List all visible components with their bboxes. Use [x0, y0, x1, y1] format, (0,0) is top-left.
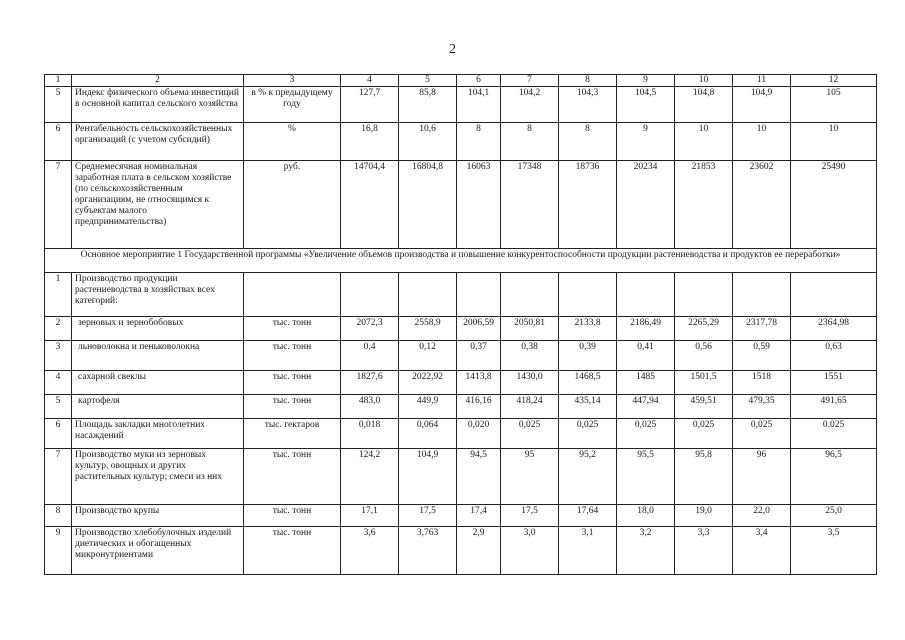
- value-cell: 104,2: [501, 87, 559, 123]
- value-cell: 0,63: [791, 341, 877, 371]
- value-cell: 491,65: [791, 395, 877, 419]
- row-number: 5: [45, 87, 72, 123]
- value-cell: 16804,8: [399, 161, 457, 249]
- value-cell: 8: [457, 123, 501, 161]
- value-cell: 0,37: [457, 341, 501, 371]
- value-cell: 104,1: [457, 87, 501, 123]
- value-cell: [399, 273, 457, 317]
- value-cell: 0,018: [341, 419, 399, 449]
- unit-cell: тыс. гектаров: [244, 419, 341, 449]
- value-cell: 479,35: [733, 395, 791, 419]
- value-cell: 95,5: [617, 449, 675, 505]
- value-cell: 17348: [501, 161, 559, 249]
- value-cell: 10: [791, 123, 877, 161]
- value-cell: 2,9: [457, 527, 501, 575]
- row-number: 1: [45, 273, 72, 317]
- indicator-name: Производство муки из зерновых культур, овощных и других растительных культур; смеси из них: [72, 449, 244, 505]
- unit-cell: руб.: [244, 161, 341, 249]
- value-cell: 95,2: [559, 449, 617, 505]
- value-cell: 95: [501, 449, 559, 505]
- value-cell: [457, 273, 501, 317]
- table-row: [45, 317, 877, 341]
- row-number: 7: [45, 161, 72, 249]
- indicator-name: Среднемесячная номинальная заработная плата в сельском хозяйстве (по сельскохозяйственным организациям, не относящимся к субъектам малого предпринимательства): [72, 161, 244, 249]
- value-cell: 483,0: [341, 395, 399, 419]
- indicator-name: Рентабельность сельскохозяйственных организаций (с учетом субсидий): [72, 123, 244, 161]
- header-cell: 7: [501, 75, 559, 87]
- section-title: Основное мероприятие 1 Государственной программы «Увеличение объемов производства и повышение конкурентоспособности продукции растениеводства и продуктов ее переработки»: [45, 249, 877, 273]
- header-cell: 3: [244, 75, 341, 87]
- row-number: 2: [45, 317, 72, 341]
- value-cell: 1485: [617, 371, 675, 395]
- value-cell: 1430,0: [501, 371, 559, 395]
- indicators-table: [44, 74, 877, 575]
- row-number: 8: [45, 505, 72, 527]
- value-cell: 0,025: [675, 419, 733, 449]
- page-number: 2: [449, 42, 456, 57]
- unit-cell: тыс. тонн: [244, 449, 341, 505]
- row-number: 6: [45, 123, 72, 161]
- row-number: 7: [45, 449, 72, 505]
- value-cell: 17,5: [501, 505, 559, 527]
- value-cell: 104,8: [675, 87, 733, 123]
- value-cell: 435,14: [559, 395, 617, 419]
- indicator-name: Индекс физического объема инвестиций в основной капитал сельского хозяйства: [72, 87, 244, 123]
- value-cell: [733, 273, 791, 317]
- unit-cell: тыс. тонн: [244, 505, 341, 527]
- value-cell: 23602: [733, 161, 791, 249]
- value-cell: 1827,6: [341, 371, 399, 395]
- value-cell: 0,025: [733, 419, 791, 449]
- header-cell: 4: [341, 75, 399, 87]
- value-cell: 124,2: [341, 449, 399, 505]
- value-cell: 0,4: [341, 341, 399, 371]
- value-cell: 2050,81: [501, 317, 559, 341]
- value-cell: 20234: [617, 161, 675, 249]
- value-cell: 8: [559, 123, 617, 161]
- value-cell: 17,1: [341, 505, 399, 527]
- row-number: 9: [45, 527, 72, 575]
- value-cell: 17,4: [457, 505, 501, 527]
- value-cell: 2133,8: [559, 317, 617, 341]
- value-cell: 104,3: [559, 87, 617, 123]
- value-cell: 2186,49: [617, 317, 675, 341]
- value-cell: [675, 273, 733, 317]
- table-row: [45, 161, 877, 249]
- value-cell: [791, 273, 877, 317]
- value-cell: 3,6: [341, 527, 399, 575]
- table-row: [45, 123, 877, 161]
- value-cell: 21853: [675, 161, 733, 249]
- value-cell: 459,51: [675, 395, 733, 419]
- row-number: 6: [45, 419, 72, 449]
- table-row: [45, 371, 877, 395]
- header-row: [45, 75, 877, 87]
- table-row: [45, 395, 877, 419]
- value-cell: 0,59: [733, 341, 791, 371]
- value-cell: 17,5: [399, 505, 457, 527]
- indicator-name: зерновых и зернобобовых: [72, 317, 244, 341]
- value-cell: 104,9: [733, 87, 791, 123]
- value-cell: 8: [501, 123, 559, 161]
- unit-cell: %: [244, 123, 341, 161]
- unit-cell: тыс. тонн: [244, 341, 341, 371]
- row-number: 5: [45, 395, 72, 419]
- value-cell: 2558,9: [399, 317, 457, 341]
- value-cell: 416,16: [457, 395, 501, 419]
- indicator-name: льноволокна и пеньковолокна: [72, 341, 244, 371]
- value-cell: 0,39: [559, 341, 617, 371]
- value-cell: 1518: [733, 371, 791, 395]
- indicator-name: картофеля: [72, 395, 244, 419]
- value-cell: 3,5: [791, 527, 877, 575]
- table-row: [45, 419, 877, 449]
- value-cell: 3,3: [675, 527, 733, 575]
- header-cell: 1: [45, 75, 72, 87]
- value-cell: 85,8: [399, 87, 457, 123]
- value-cell: 16,8: [341, 123, 399, 161]
- unit-cell: в % к предыдущему году: [244, 87, 341, 123]
- indicator-name: Производство крупы: [72, 505, 244, 527]
- value-cell: 449,9: [399, 395, 457, 419]
- value-cell: 1413,8: [457, 371, 501, 395]
- unit-cell: тыс. тонн: [244, 371, 341, 395]
- value-cell: 3,4: [733, 527, 791, 575]
- value-cell: 0,41: [617, 341, 675, 371]
- value-cell: 2022,92: [399, 371, 457, 395]
- value-cell: 0,064: [399, 419, 457, 449]
- header-cell: 6: [457, 75, 501, 87]
- value-cell: 14704,4: [341, 161, 399, 249]
- value-cell: 1501,5: [675, 371, 733, 395]
- value-cell: [559, 273, 617, 317]
- value-cell: 127,7: [341, 87, 399, 123]
- value-cell: 0,56: [675, 341, 733, 371]
- value-cell: 0,025: [617, 419, 675, 449]
- header-cell: 5: [399, 75, 457, 87]
- value-cell: 105: [791, 87, 877, 123]
- value-cell: 2265,29: [675, 317, 733, 341]
- value-cell: 1551: [791, 371, 877, 395]
- value-cell: 2317,78: [733, 317, 791, 341]
- header-cell: 11: [733, 75, 791, 87]
- row-number: 4: [45, 371, 72, 395]
- value-cell: 10,6: [399, 123, 457, 161]
- value-cell: 2006,59: [457, 317, 501, 341]
- unit-cell: тыс. тонн: [244, 527, 341, 575]
- table-row: [45, 505, 877, 527]
- value-cell: 0,025: [559, 419, 617, 449]
- value-cell: 1468,5: [559, 371, 617, 395]
- value-cell: 25490: [791, 161, 877, 249]
- value-cell: 10: [675, 123, 733, 161]
- value-cell: 16063: [457, 161, 501, 249]
- value-cell: 2364,98: [791, 317, 877, 341]
- value-cell: 9: [617, 123, 675, 161]
- unit-cell: тыс. тонн: [244, 317, 341, 341]
- unit-cell: [244, 273, 341, 317]
- section-row: [45, 249, 877, 273]
- table-row: [45, 273, 877, 317]
- header-cell: 9: [617, 75, 675, 87]
- value-cell: 0,025: [501, 419, 559, 449]
- value-cell: 19,0: [675, 505, 733, 527]
- header-cell: 10: [675, 75, 733, 87]
- table-row: [45, 87, 877, 123]
- table-row: [45, 449, 877, 505]
- indicator-name: сахарной свеклы: [72, 371, 244, 395]
- value-cell: 3,0: [501, 527, 559, 575]
- value-cell: 25,0: [791, 505, 877, 527]
- value-cell: [501, 273, 559, 317]
- value-cell: 104,5: [617, 87, 675, 123]
- table-row: [45, 527, 877, 575]
- value-cell: 22,0: [733, 505, 791, 527]
- value-cell: 17,64: [559, 505, 617, 527]
- value-cell: 94,5: [457, 449, 501, 505]
- value-cell: 104,9: [399, 449, 457, 505]
- table-row: [45, 341, 877, 371]
- indicator-name: Площадь закладки многолетних насаждений: [72, 419, 244, 449]
- value-cell: 3,2: [617, 527, 675, 575]
- value-cell: 0,38: [501, 341, 559, 371]
- value-cell: [341, 273, 399, 317]
- indicator-name: Производство продукции растениеводства в хозяйствах всех категорий:: [72, 273, 244, 317]
- value-cell: 418,24: [501, 395, 559, 419]
- value-cell: 18736: [559, 161, 617, 249]
- unit-cell: тыс. тонн: [244, 395, 341, 419]
- header-cell: 2: [72, 75, 244, 87]
- value-cell: 2072,3: [341, 317, 399, 341]
- value-cell: 0,020: [457, 419, 501, 449]
- row-number: 3: [45, 341, 72, 371]
- value-cell: [617, 273, 675, 317]
- header-cell: 12: [791, 75, 877, 87]
- header-cell: 8: [559, 75, 617, 87]
- indicator-name: Производство хлебобулочных изделий диетических и обогащенных микронутриентами: [72, 527, 244, 575]
- value-cell: 95,8: [675, 449, 733, 505]
- value-cell: 0,12: [399, 341, 457, 371]
- value-cell: 3,1: [559, 527, 617, 575]
- value-cell: 96: [733, 449, 791, 505]
- value-cell: 96,5: [791, 449, 877, 505]
- value-cell: 0.025: [791, 419, 877, 449]
- value-cell: 3,763: [399, 527, 457, 575]
- value-cell: 18,0: [617, 505, 675, 527]
- value-cell: 447,94: [617, 395, 675, 419]
- value-cell: 10: [733, 123, 791, 161]
